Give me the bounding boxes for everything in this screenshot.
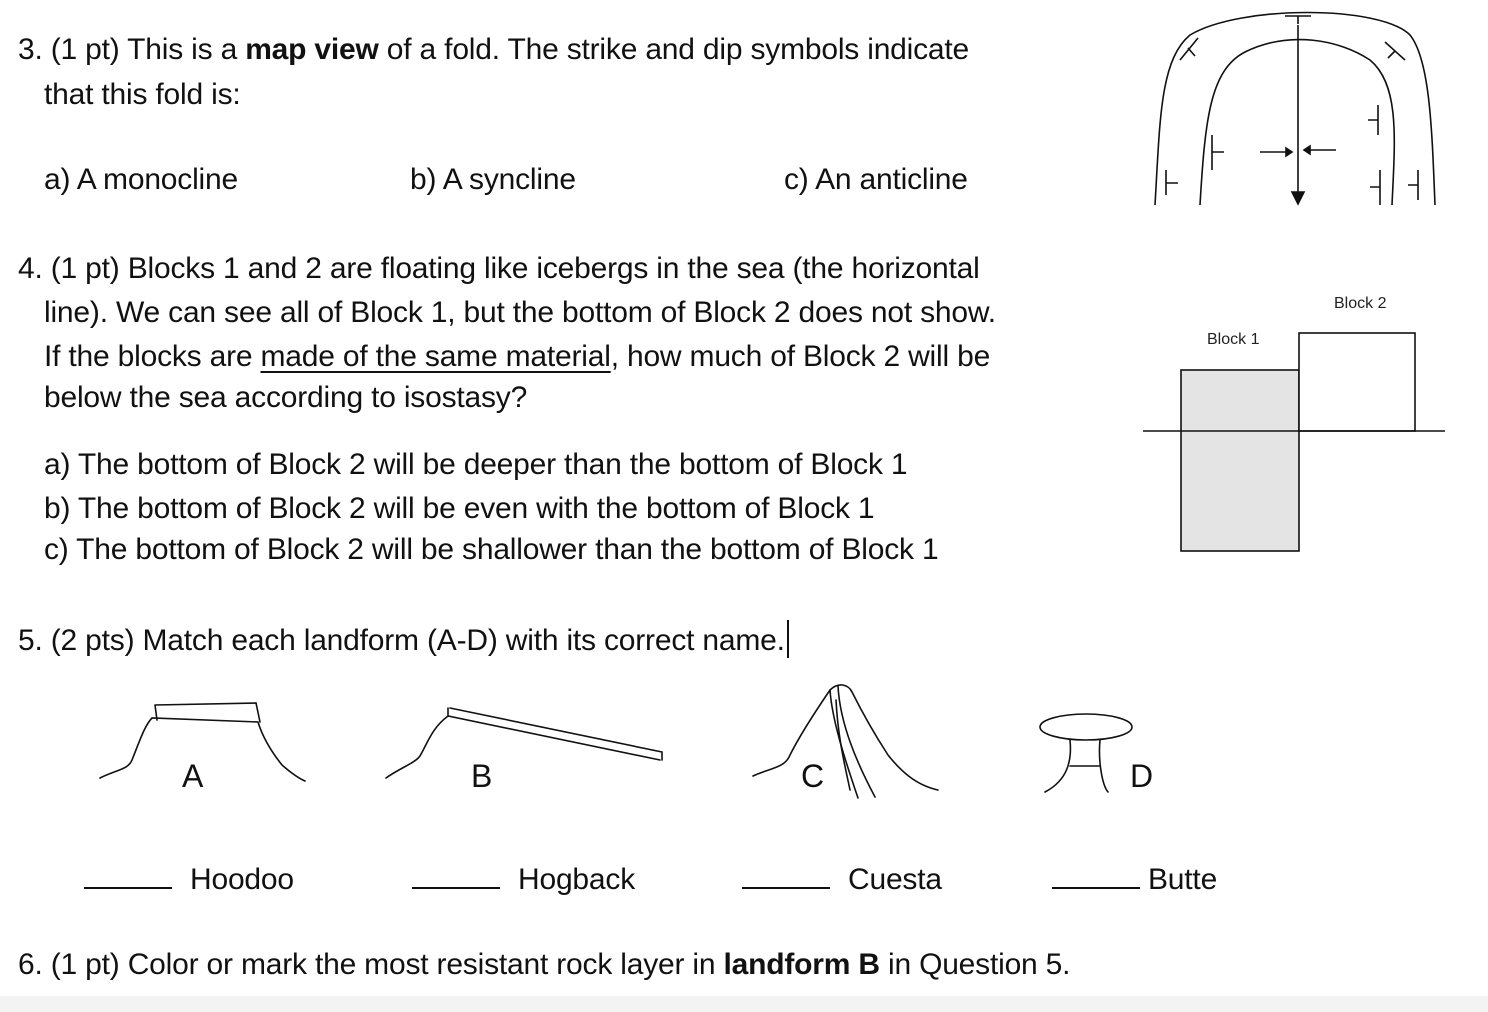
- q4-option-c[interactable]: c) The bottom of Block 2 will be shallower than the bottom of Block 1: [44, 533, 939, 566]
- q4-line1: 4. (1 pt) Blocks 1 and 2 are floating like icebergs in the sea (the horizontal: [18, 252, 980, 285]
- q4-line2: line). We can see all of Block 1, but the bottom of Block 2 does not show.: [44, 296, 996, 329]
- answer-blank[interactable]: [84, 863, 172, 889]
- q5-prompt[interactable]: [18, 620, 789, 659]
- q3-line2: that this fold is:: [44, 78, 241, 111]
- landform-name-cuesta: Cuesta: [848, 863, 942, 896]
- block-1-label: Block 1: [1207, 331, 1260, 348]
- answer-blank[interactable]: [412, 863, 500, 889]
- q3-option-c[interactable]: c) An anticline: [784, 163, 968, 196]
- q5-answer-hogback[interactable]: [412, 862, 635, 898]
- landform-a-sketch: [100, 703, 305, 781]
- q5-answer-hoodoo[interactable]: [84, 862, 294, 898]
- text-cursor: [787, 620, 789, 658]
- q3-map-view-bold: map view: [245, 33, 379, 66]
- landform-letter-b: B: [471, 758, 493, 794]
- q5-answer-cuesta[interactable]: [742, 862, 942, 898]
- q5-prompt-text: 5. (2 pts) Match each landform (A-D) with its correct name.: [18, 624, 785, 657]
- landform-name-butte: Butte: [1148, 863, 1218, 896]
- q3-line1: [18, 32, 969, 68]
- q3-line1-suffix: of a fold. The strike and dip symbols indicate: [378, 33, 970, 66]
- landform-letter-c: C: [801, 758, 825, 794]
- q4-option-a[interactable]: a) The bottom of Block 2 will be deeper than the bottom of Block 1: [44, 448, 908, 481]
- block-2-label: Block 2: [1334, 295, 1387, 312]
- landform-name-hogback: Hogback: [518, 863, 636, 896]
- q5-answer-butte[interactable]: [1052, 862, 1217, 898]
- answer-blank[interactable]: [1052, 863, 1140, 889]
- landform-c-sketch: [753, 685, 938, 798]
- q6-suffix: in Question 5.: [879, 948, 1071, 981]
- q4-line4: below the sea according to isostasy?: [44, 381, 528, 414]
- answer-blank[interactable]: [742, 863, 830, 889]
- q4-line3-suffix: , how much of Block 2 will be: [610, 340, 991, 373]
- landform-b-sketch: [386, 708, 662, 778]
- block-2: [1299, 333, 1415, 431]
- q4-same-material-underlined: made of the same material: [260, 340, 611, 373]
- page-bottom-edge: [0, 996, 1488, 1012]
- q4-line3: [44, 339, 990, 375]
- landform-letter-d: D: [1130, 758, 1154, 794]
- q4-option-b[interactable]: b) The bottom of Block 2 will be even with the bottom of Block 1: [44, 492, 875, 525]
- q3-option-a[interactable]: a) A monocline: [44, 163, 238, 196]
- block-1: [1181, 370, 1299, 551]
- q4-line3-prefix: If the blocks are: [44, 340, 261, 373]
- landform-letter-a: A: [182, 758, 204, 794]
- landform-name-hoodoo: Hoodoo: [190, 863, 294, 896]
- q3-line1-prefix: 3. (1 pt) This is a: [18, 33, 246, 66]
- q6-prefix: 6. (1 pt) Color or mark the most resistant rock layer in: [18, 948, 724, 981]
- q3-option-b[interactable]: b) A syncline: [410, 163, 576, 196]
- q6-line: [18, 947, 1070, 983]
- q6-landform-b-bold: landform B: [723, 948, 880, 981]
- landform-d-sketch: [1040, 714, 1132, 792]
